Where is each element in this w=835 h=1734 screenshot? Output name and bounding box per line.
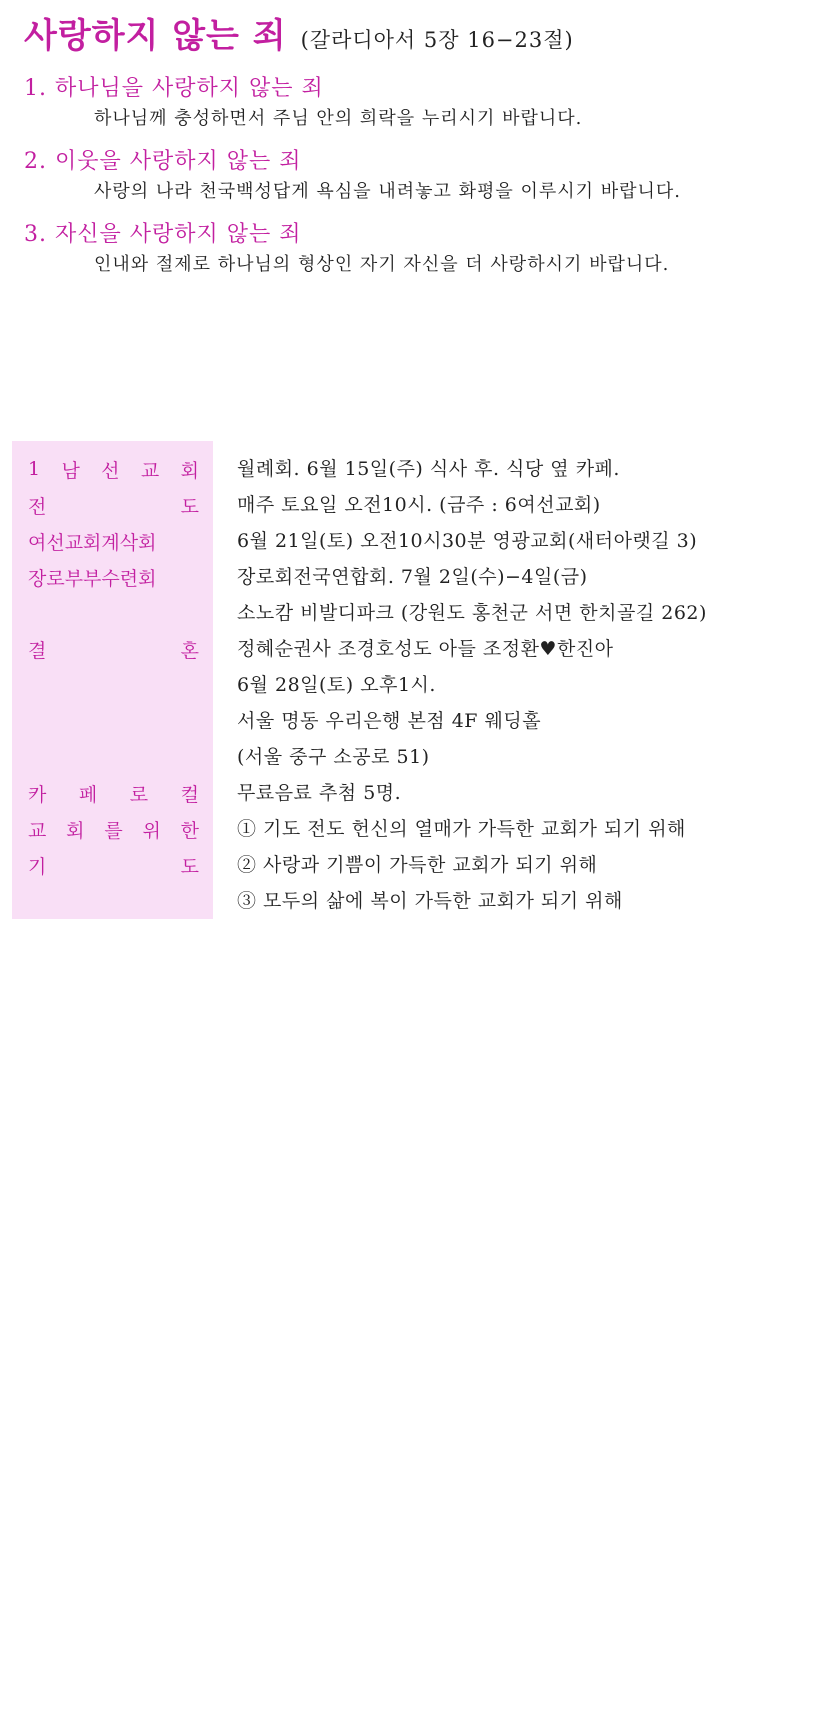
news-line: 무료음료 추첨 5명. (237, 782, 402, 804)
news-label-char: 도 (180, 855, 199, 878)
news-label (12, 487, 213, 523)
news-label-line (28, 631, 199, 667)
news-label (12, 441, 213, 487)
point-heading: 1. 하나님을 사랑하지 않는 죄 (24, 76, 324, 101)
sermon-title: 사랑하지 않는 죄 (24, 16, 287, 56)
news-row (12, 559, 832, 631)
news-line: ① 기도 전도 헌신의 열매가 가득한 교회가 되기 위해 (237, 818, 686, 840)
sermon-point (24, 217, 824, 276)
news-line: 서울 명동 우리은행 본점 4F 웨딩홀 (237, 710, 542, 732)
point-body: 인내와 절제로 하나님의 형상인 자기 자신을 더 사랑하시기 바랍니다. (94, 254, 670, 275)
news-row (12, 487, 832, 523)
news-label-char: 회 (180, 459, 199, 482)
news-label-char: 카 (28, 783, 47, 806)
news-label-char: 혼 (180, 639, 199, 662)
news-row (12, 441, 832, 487)
news-content (213, 523, 832, 559)
news-line: 6월 28일(토) 오후1시. (237, 674, 436, 696)
news-row (12, 811, 832, 919)
news-label-char: 기 (28, 855, 47, 878)
news-content (213, 811, 832, 919)
news-label-char: 여선교회계삭회 (28, 531, 157, 554)
news-label-char: 교 (28, 819, 47, 842)
news-label (12, 631, 213, 775)
news-label-line (28, 847, 199, 883)
title-line (24, 8, 824, 57)
news-line: 6월 21일(토) 오전10시30분 영광교회(새터아랫길 3) (237, 530, 698, 552)
point-heading: 2. 이웃을 사랑하지 않는 죄 (24, 149, 302, 174)
news-content (213, 631, 832, 775)
news-label (12, 775, 213, 811)
news-line: ② 사랑과 기쁨이 가득한 교회가 되기 위해 (237, 854, 598, 876)
sermon-section (24, 8, 824, 276)
news-content (213, 775, 832, 811)
news-label (12, 523, 213, 559)
news-label-char: 남 (61, 459, 80, 482)
news-label-line (28, 451, 199, 487)
point-heading: 3. 자신을 사랑하지 않는 죄 (24, 222, 302, 247)
news-label-line (28, 559, 199, 595)
news-line: 장로회전국연합회. 7월 2일(수)−4일(금) (237, 566, 588, 588)
news-label-char: 선 (101, 459, 120, 482)
news-label-char: 로 (129, 783, 149, 806)
sermon-point (24, 144, 824, 203)
news-label-char: 컬 (180, 783, 199, 806)
news-row (12, 523, 832, 559)
news-line: 소노캄 비발디파크 (강원도 홍천군 서면 한치골길 262) (237, 602, 707, 624)
scripture-reference: (갈라디아서 5장 16−23절) (300, 28, 574, 52)
news-label-char: 장로부부수련회 (28, 567, 157, 590)
news-label-line (28, 775, 199, 811)
news-label (12, 811, 213, 919)
news-label-char: 도 (180, 495, 199, 518)
news-content (213, 441, 832, 487)
sermon-point (24, 71, 824, 130)
news-label-char: 위 (142, 819, 161, 842)
news-label-line (28, 811, 199, 847)
news-label-char: 전 (28, 495, 47, 518)
news-line: ③ 모두의 삶에 복이 가득한 교회가 되기 위해 (237, 890, 623, 912)
news-label-char: 1 (28, 458, 41, 480)
news-line: 월례회. 6월 15일(주) 식사 후. 식당 옆 카페. (237, 458, 620, 480)
news-label-line (28, 523, 199, 559)
news-line: 정혜순권사 조경호성도 아들 조정환♥한진아 (237, 638, 614, 660)
news-content (213, 487, 832, 523)
news-label-char: 페 (78, 783, 98, 806)
point-body: 하나님께 충성하면서 주님 안의 희락을 누리시기 바랍니다. (94, 108, 583, 129)
point-body: 사랑의 나라 천국백성답게 욕심을 내려놓고 화평을 이루시기 바랍니다. (94, 181, 682, 202)
news-label-char: 회 (66, 819, 85, 842)
news-row (12, 631, 832, 775)
news-label-char: 한 (180, 819, 199, 842)
news-content (213, 559, 832, 631)
news-label-line (28, 487, 199, 523)
news-label-char: 를 (104, 819, 123, 842)
church-news-table (12, 441, 832, 919)
news-line: 매주 토요일 오전10시. (금주 : 6여선교회) (237, 494, 601, 516)
news-line: (서울 중구 소공로 51) (237, 746, 430, 768)
news-label-char: 교 (140, 459, 160, 482)
news-label-char: 결 (28, 639, 47, 662)
news-row (12, 775, 832, 811)
news-label (12, 559, 213, 631)
